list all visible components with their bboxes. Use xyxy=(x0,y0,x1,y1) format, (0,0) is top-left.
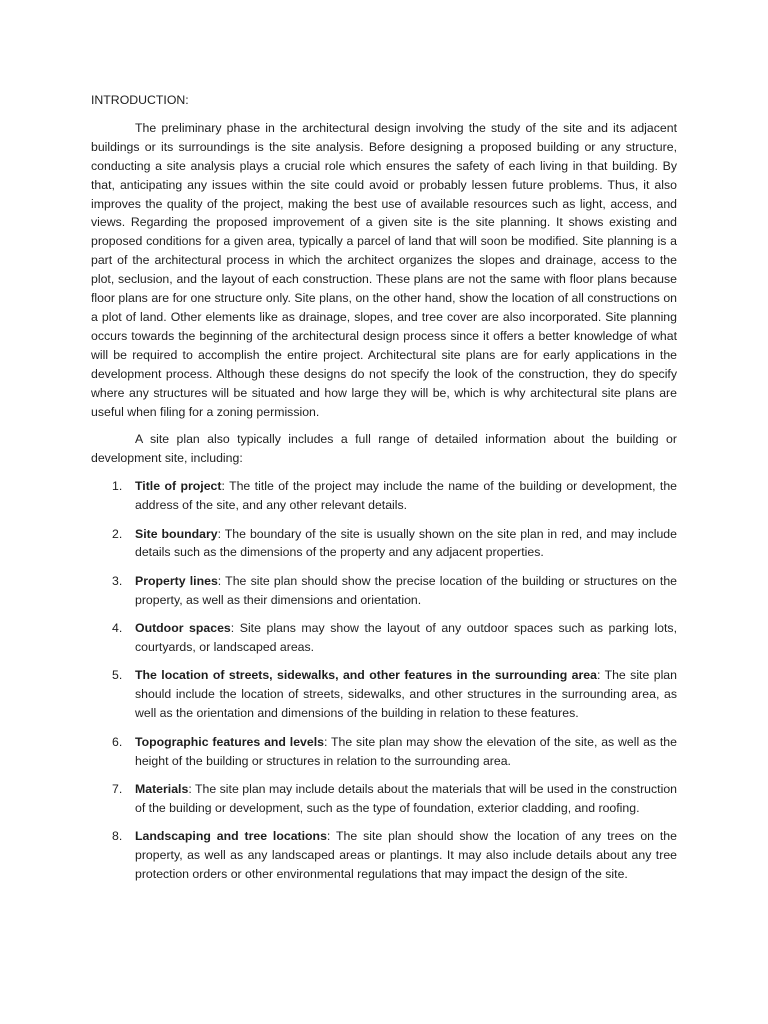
list-item-number: 7. xyxy=(112,782,123,796)
list-intro-paragraph: A site plan also typically includes a full range of detailed information about the building or development site, including: xyxy=(91,432,677,466)
list-item xyxy=(91,572,677,610)
list-item-text: : The site plan may include details about the materials that will be used in the construction of the building or development, such as the type of foundation, exterior cladding, and roofing. xyxy=(135,782,677,815)
list-item xyxy=(91,666,677,723)
list-item-number: 1. xyxy=(112,479,123,494)
list-item-term: Property lines xyxy=(135,573,218,588)
list-item-text: : The boundary of the site is usually shown on the site plan in red, and may include details such as the dimensions of the property and any adjacent properties. xyxy=(135,526,677,560)
document-page xyxy=(91,91,677,894)
section-heading: INTRODUCTION: xyxy=(91,93,189,107)
list-item xyxy=(91,733,677,771)
list-item-term: Outdoor spaces xyxy=(135,621,231,636)
site-plan-items-list xyxy=(91,477,677,884)
list-item-text: : The site plan should show the location of any trees on the property, as well as any landscaped areas or plantings. It may also include details about any tree protection orders or other environmental regulations that may impact the design of the site. xyxy=(135,829,677,882)
list-item xyxy=(91,780,677,818)
list-item-term: Landscaping and tree locations xyxy=(135,829,327,844)
list-item-number: 5. xyxy=(112,668,123,683)
list-item-term: Site boundary xyxy=(135,526,218,541)
list-item-term: Topographic features and levels xyxy=(135,734,324,749)
list-item xyxy=(91,827,677,884)
list-item-number: 4. xyxy=(112,621,123,636)
list-item xyxy=(91,525,677,563)
list-item-text: : The site plan should include the location of streets, sidewalks, and other structures in the surrounding area, as well as the orientation and dimensions of the building in relation to these features. xyxy=(135,668,677,721)
list-item-number: 8. xyxy=(112,829,123,844)
list-item-term: Title of project xyxy=(135,479,222,494)
list-item-text: : The site plan may show the elevation of the site, as well as the height of the building or structures in relation to the surrounding area. xyxy=(135,734,677,768)
list-item xyxy=(91,477,677,515)
list-item-number: 2. xyxy=(112,526,123,541)
list-item-number: 6. xyxy=(112,734,123,749)
list-item-number: 3. xyxy=(112,573,123,588)
list-item-text: : The title of the project may include the name of the building or development, the address of the site, and any other relevant details. xyxy=(135,479,677,513)
list-item-term: The location of streets, sidewalks, and other features in the surrounding area xyxy=(135,668,597,683)
list-item-term: Materials xyxy=(135,782,189,796)
list-item-text: : Site plans may show the layout of any outdoor spaces such as parking lots, courtyards, or landscaped areas. xyxy=(135,621,677,655)
list-item xyxy=(91,619,677,657)
intro-paragraph: The preliminary phase in the architectural design involving the study of the site and its adjacent buildings or its surroundings is the site analysis. Before designing a proposed building or any structure, conducting a site analysis plays a crucial role which ensures the safety of each living in that building. By that, anticipating any issues within the site could avoid or probably lessen future problems. Thus, it also improves the quality of the project, making the best use of available resources such as light, access, and views. Regarding the proposed improvement of a given site is the site planning. It shows existing and proposed conditions for a given area, typically a parcel of land that will soon be modified. Site planning is a part of the architectural process in which the architect organizes the slopes and drainage, access to the plot, seclusion, and the layout of each construction. These plans are not the same with floor plans because floor plans are for one structure only. Site plans, on the other hand, show the location of all constructions on a plot of land. Other elements like as drainage, slopes, and tree cover are also incorporated. Site planning occurs towards the beginning of the architectural design process since it offers a better knowledge of what will be required to accomplish the entire project. Architectural site plans are for early applications in the development process. Although these designs do not specify the look of the construction, they do specify where any structures will be situated and how large they will be, which is why architectural site plans are useful when filing for a zoning permission. xyxy=(91,120,677,419)
list-item-text: : The site plan should show the precise location of the building or structures on the property, as well as their dimensions and orientation. xyxy=(135,573,677,607)
